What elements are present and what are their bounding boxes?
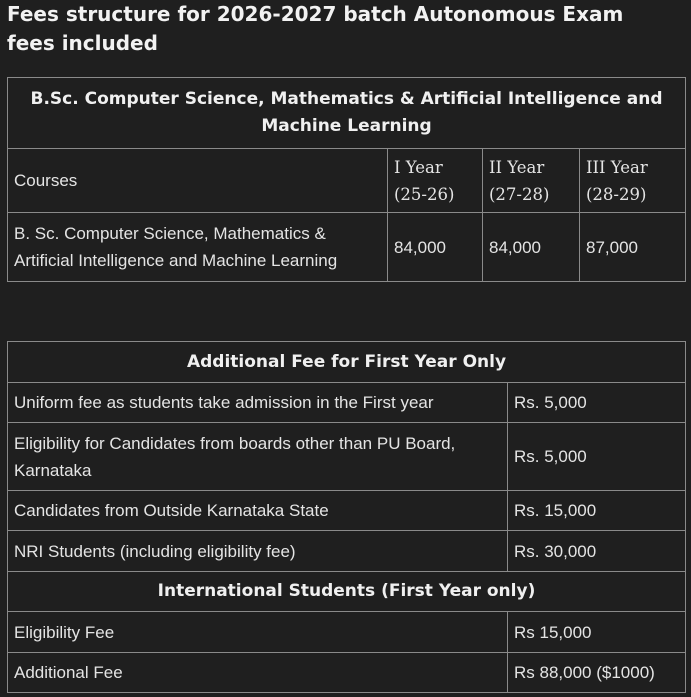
fee-amount-cell: Rs 15,000: [508, 612, 686, 653]
table-row: [8, 213, 686, 282]
fee-amount-cell: Rs. 15,000: [508, 491, 686, 531]
fee-label-cell: Uniform fee as students take admission in the First year: [8, 383, 508, 423]
fee-label-cell: Candidates from Outside Karnataka State: [8, 491, 508, 531]
fee-label-cell: Eligibility for Candidates from boards other than PU Board, Karnataka: [8, 423, 508, 491]
year-1-fee-cell: 84,000: [388, 213, 483, 282]
year-2-label: II Year: [489, 157, 545, 177]
year-2-fee-cell: 84,000: [483, 213, 580, 282]
table-row: [8, 423, 686, 491]
course-fee-table: [7, 77, 686, 282]
fee-amount-cell: Rs. 5,000: [508, 423, 686, 491]
course-name-cell: B. Sc. Computer Science, Mathematics & Artificial Intelligence and Machine Learning: [8, 213, 388, 282]
additional-fee-table: [7, 341, 686, 693]
year-3-header: [580, 149, 686, 213]
fee-amount-cell: Rs. 30,000: [508, 531, 686, 572]
fee-amount-cell: Rs 88,000 ($1000): [508, 653, 686, 693]
fee-label-cell: Additional Fee: [8, 653, 508, 693]
table-row: [8, 491, 686, 531]
table-row: [8, 653, 686, 693]
table-row: [8, 383, 686, 423]
table-row: [8, 612, 686, 653]
year-3-label: III Year: [586, 157, 648, 177]
fee-label-cell: Eligibility Fee: [8, 612, 508, 653]
international-students-heading: International Students (First Year only): [8, 572, 686, 612]
courses-column-header: Courses: [8, 149, 388, 213]
course-table-heading: B.Sc. Computer Science, Mathematics & Artificial Intelligence and Machine Learning: [8, 78, 686, 149]
year-2-header: [483, 149, 580, 213]
fee-label-cell: NRI Students (including eligibility fee): [8, 531, 508, 572]
fee-amount-cell: Rs. 5,000: [508, 383, 686, 423]
table-row: [8, 531, 686, 572]
year-1-period: (25-26): [394, 184, 455, 204]
page-title: Fees structure for 2026-2027 batch Autonomous Exam fees included: [7, 2, 624, 55]
year-3-fee-cell: 87,000: [580, 213, 686, 282]
year-1-header: [388, 149, 483, 213]
year-1-label: I Year: [394, 157, 443, 177]
year-3-period: (28-29): [586, 184, 647, 204]
year-2-period: (27-28): [489, 184, 550, 204]
additional-fee-heading: Additional Fee for First Year Only: [8, 342, 686, 383]
